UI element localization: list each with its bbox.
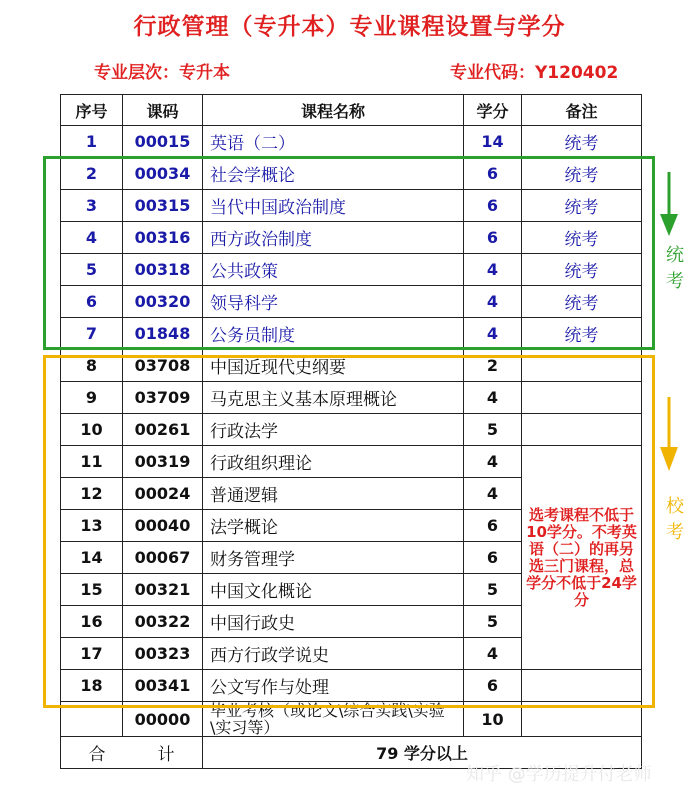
row-credit: 4 [464,318,522,350]
row-no: 10 [61,414,123,446]
row-code: 00318 [123,254,203,286]
row-code: 03708 [123,350,203,382]
row-credit: 4 [464,254,522,286]
row-credit: 4 [464,478,522,510]
row-credit: 6 [464,542,522,574]
table-row [61,126,642,158]
unified-exam-label: 统考 [666,245,684,292]
row-name: 英语（二） [203,126,464,158]
row-code: 00322 [123,606,203,638]
row-no: 1 [61,126,123,158]
row-code: 00320 [123,286,203,318]
row-no: 8 [61,350,123,382]
row-code: 00316 [123,222,203,254]
header-note: 备注 [522,95,642,126]
row-credit: 6 [464,190,522,222]
row-credit: 4 [464,446,522,478]
thesis-code: 00000 [123,702,203,737]
total-value: 79 学分以上 [203,737,642,769]
page-title: 行政管理（专升本）专业课程设置与学分 [133,14,566,40]
row-name: 中国行政史 [203,606,464,638]
row-no: 16 [61,606,123,638]
row-name: 中国文化概论 [203,574,464,606]
row-credit: 2 [464,350,522,382]
row-code: 00015 [123,126,203,158]
row-note: 统考 [522,254,642,286]
row-code: 00040 [123,510,203,542]
row-credit: 4 [464,382,522,414]
total-label [61,737,203,769]
row-no: 15 [61,574,123,606]
row-credit: 4 [464,286,522,318]
header-credit: 学分 [464,95,522,126]
row-note: 统考 [522,318,642,350]
thesis-name: 毕业考核（或论文\综合实践\实验\实习等） [203,702,464,737]
row-no: 11 [61,446,123,478]
header-name: 课程名称 [203,95,464,126]
row-name: 中国近现代史纲要 [203,350,464,382]
thesis-credit: 10 [464,702,522,737]
major-code: 专业代码：Y120402 [450,63,619,83]
row-name: 行政法学 [203,414,464,446]
elective-remark-text: 选考课程不低于10学分。不考英语（二）的再另选三门课程，总学分不低于24学分 [526,505,637,609]
row-code: 03709 [123,382,203,414]
row-name: 法学概论 [203,510,464,542]
row-code: 00261 [123,414,203,446]
school-exam-box [43,355,655,708]
row-code: 00034 [123,158,203,190]
table-header-row [61,95,642,126]
row-no: 18 [61,670,123,702]
row-credit: 5 [464,606,522,638]
row-no: 2 [61,158,123,190]
row-note: 统考 [522,286,642,318]
row-name: 社会学概论 [203,158,464,190]
row-no: 12 [61,478,123,510]
row-no: 13 [61,510,123,542]
row-name: 西方行政学说史 [203,638,464,670]
row-credit: 6 [464,222,522,254]
row-code: 00323 [123,638,203,670]
row-no: 5 [61,254,123,286]
row-name: 普通逻辑 [203,478,464,510]
row-note: 统考 [522,126,642,158]
row-name: 行政组织理论 [203,446,464,478]
row-name: 当代中国政治制度 [203,190,464,222]
row-code: 00321 [123,574,203,606]
row-credit: 5 [464,414,522,446]
row-credit: 6 [464,670,522,702]
header-no: 序号 [61,95,123,126]
row-name: 领导科学 [203,286,464,318]
school-exam-label: 校考 [666,496,684,543]
unified-exam-box [43,156,655,350]
row-no: 17 [61,638,123,670]
row-credit: 6 [464,510,522,542]
row-credit: 6 [464,158,522,190]
row-code: 01848 [123,318,203,350]
header-code: 课码 [123,95,203,126]
row-no: 9 [61,382,123,414]
row-code: 00067 [123,542,203,574]
row-name: 财务管理学 [203,542,464,574]
row-no: 7 [61,318,123,350]
row-note: 统考 [522,190,642,222]
row-credit: 4 [464,638,522,670]
major-level: 专业层次：专升本 [94,63,230,83]
row-code: 00024 [123,478,203,510]
row-no: 4 [61,222,123,254]
row-code: 00319 [123,446,203,478]
row-note: 统考 [522,158,642,190]
row-name: 马克思主义基本原理概论 [203,382,464,414]
row-name: 西方政治制度 [203,222,464,254]
row-code: 00341 [123,670,203,702]
row-credit: 14 [464,126,522,158]
row-credit: 5 [464,574,522,606]
row-name: 公共政策 [203,254,464,286]
watermark: 知乎 @学历提升付老师 [466,764,652,785]
row-note: 统考 [522,222,642,254]
total-label-2: 计 [157,745,175,765]
row-name: 公文写作与处理 [203,670,464,702]
row-no: 3 [61,190,123,222]
row-code: 00315 [123,190,203,222]
row-no: 14 [61,542,123,574]
down-arrow-icon [657,395,681,475]
row-no: 6 [61,286,123,318]
total-label-1: 合 [88,745,106,765]
row-name: 公务员制度 [203,318,464,350]
down-arrow-icon [657,170,681,240]
